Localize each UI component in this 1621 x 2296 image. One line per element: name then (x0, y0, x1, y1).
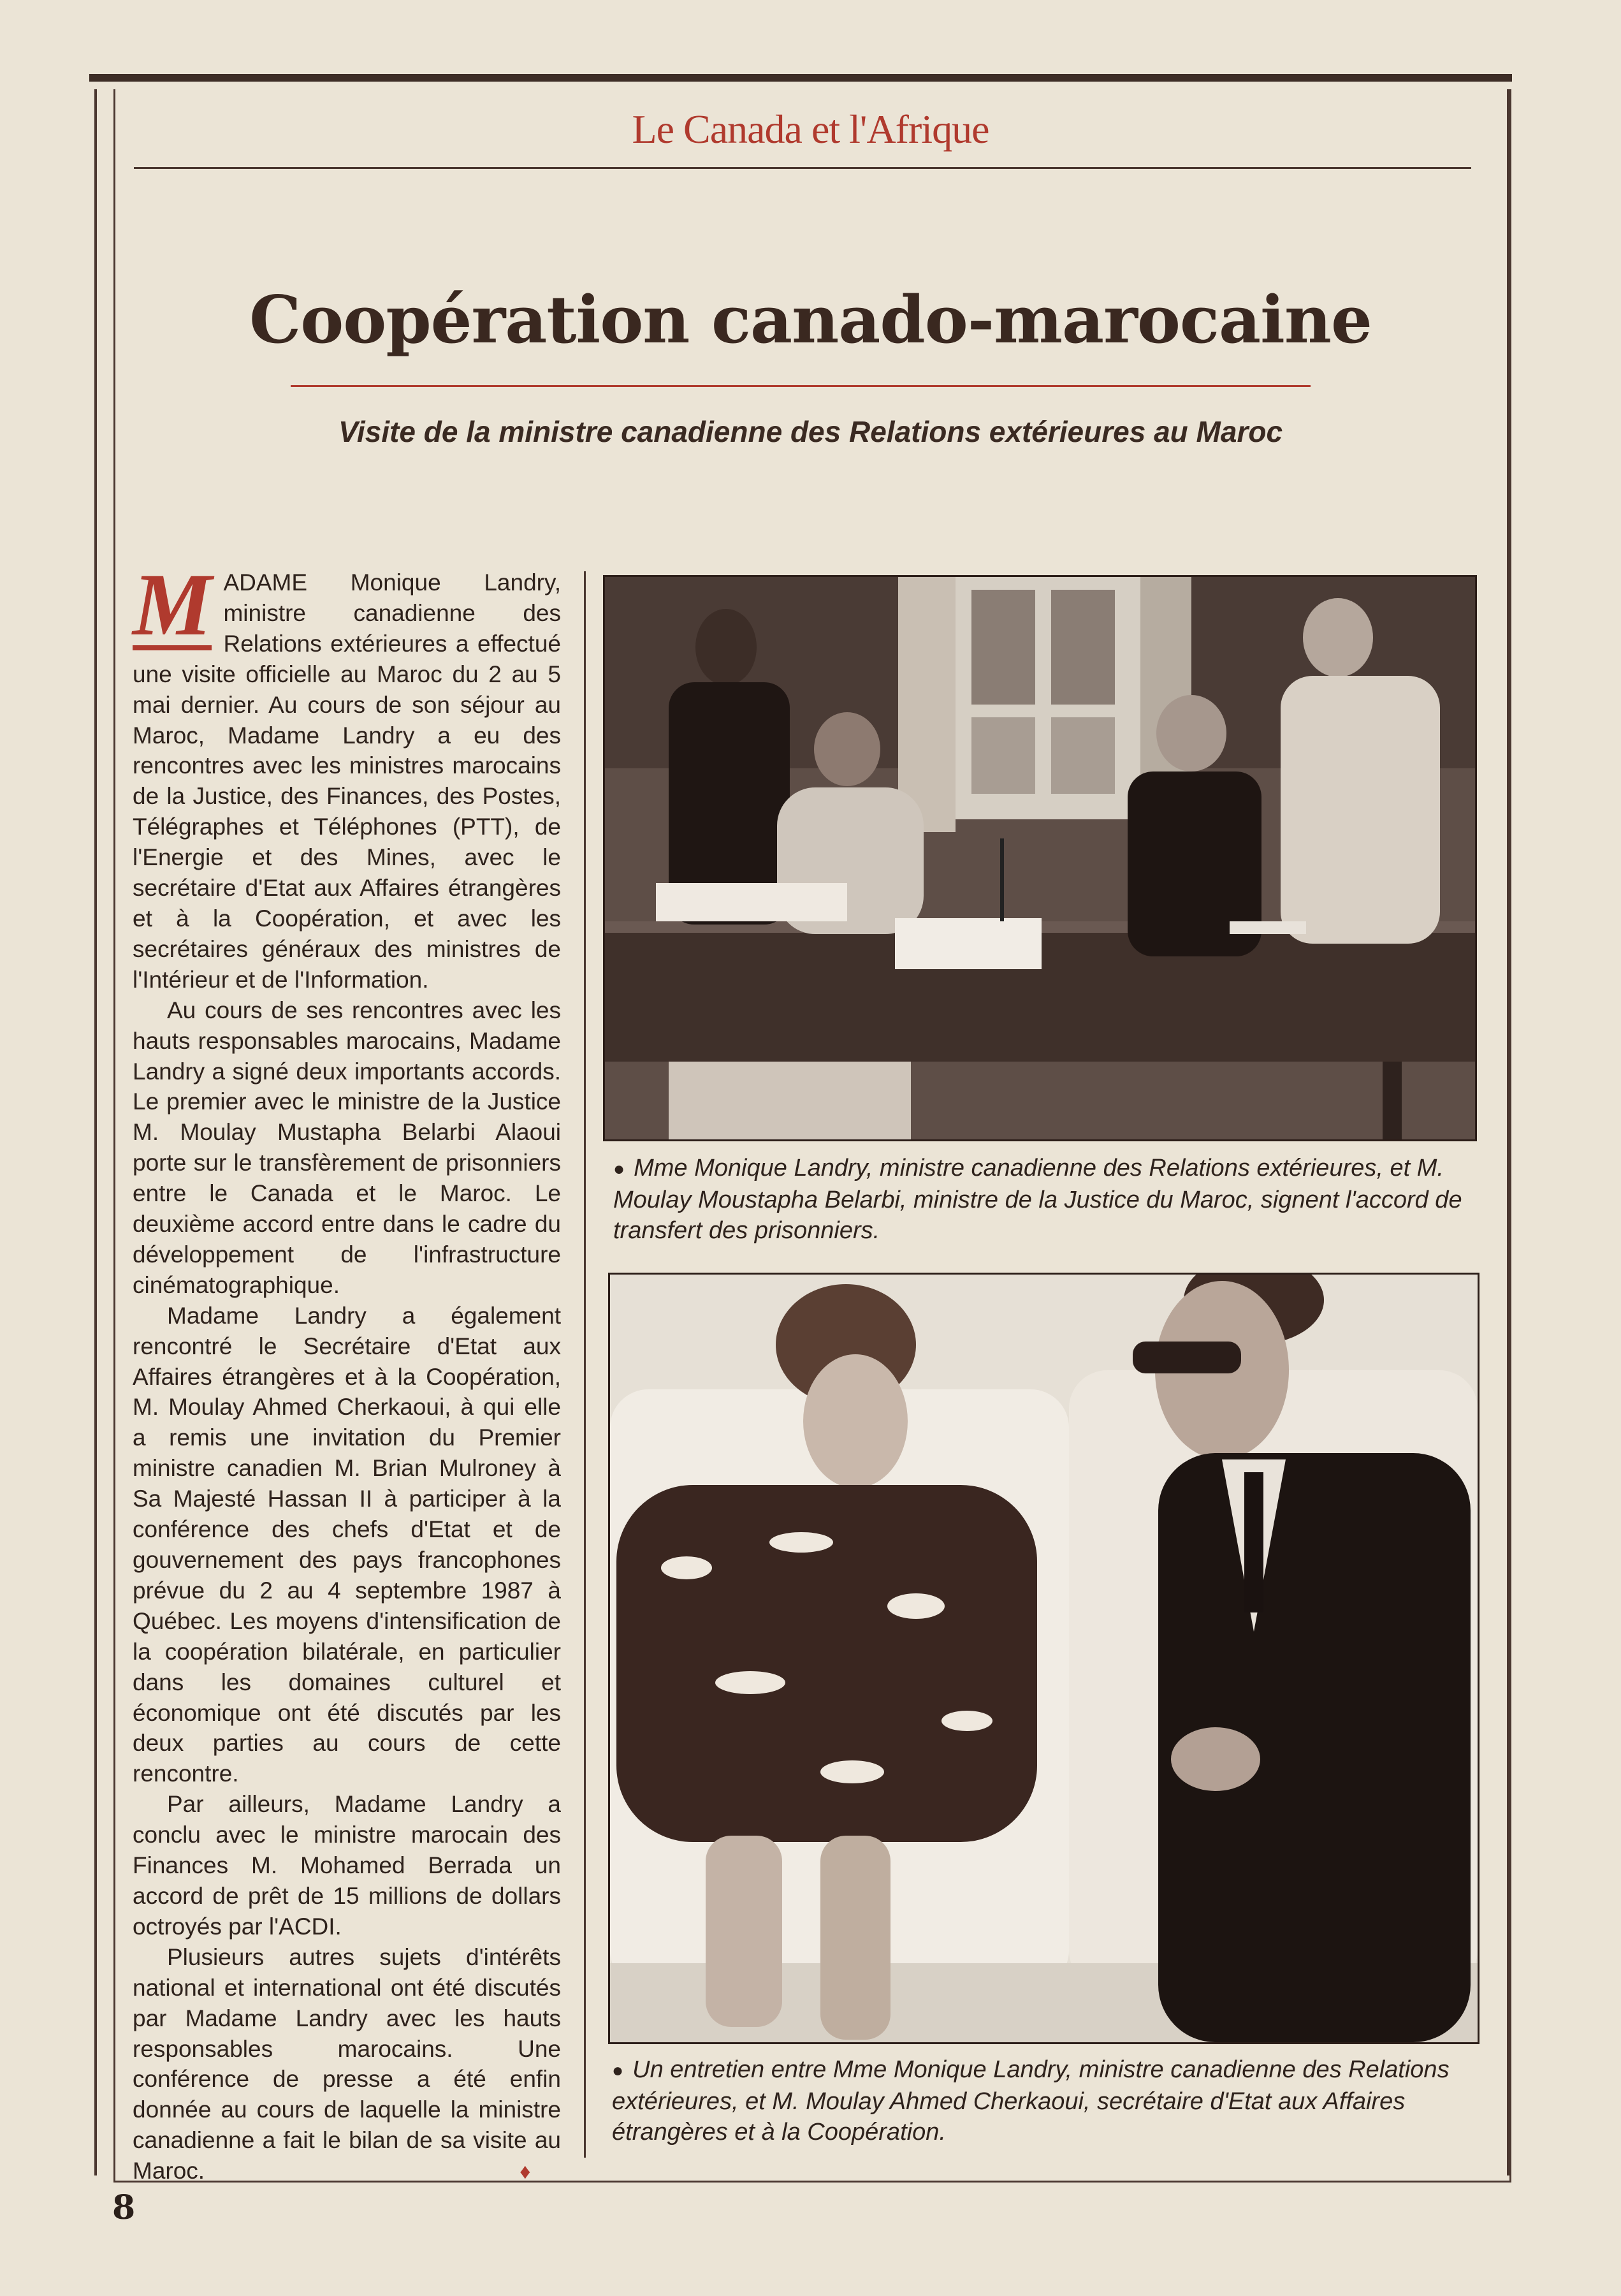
paragraph-text: ADAME Monique Landry, ministre canadienne des Relations extérieures a effectué une visite officielle au Maroc du 2 au 5 mai dernier. Au cours de son séjour au Maroc, Madame Landry a eu des rencontres avec les ministres marocains de la Justice, des Finances, des Postes, Télégraphes et Téléphones (PTT), de l'Energie et des Mines, avec le secrétaire d'Etat aux Affaires étrangères et à la Coopération, et avec les secrétaires généraux des ministres de l'Intérieur et de l'Information. (133, 569, 561, 993)
paragraph-text: Plusieurs autres sujets d'intérêts national et international ont été discutés par Madame Landry avec les hauts responsables marocains. Une conférence de presse a été enfin donnée au cours de laquelle la ministre canadienne a fait le bilan de sa visite au Maroc. (133, 1943, 561, 2184)
paragraph-1 (133, 555, 561, 995)
photo-meeting-illustration (610, 1275, 1478, 2042)
photo-signing-agreement (603, 575, 1477, 1141)
paragraph-3: Madame Landry a également rencontré le Secrétaire d'Etat aux Affaires étrangères et à la Coopération, M. Moulay Ahmed Cherkaoui, à qui elle a remis une invitation du Premier ministre canadien M. Brian Mulroney à Sa Majesté Hassan II à participer à la conférence des chefs d'Etat et de gouvernement des pays francophones prévue du 2 au 4 septembre 1987 à Québec. Les moyens d'intensification de la coopération bilatérale, en particulier dans les domaines culturel et économique ont été discutés par les deux parties au cours de cette rencontre. (133, 1302, 561, 1787)
photo-signing-illustration (605, 577, 1475, 1139)
section-header: Le Canada et l'Afrique (632, 106, 989, 152)
caption-text: Mme Monique Landry, ministre canadienne des Relations extérieures, et M. Moulay Moustapha Belarbi, ministre de la Justice du Maroc, signent l'accord de transfert des prisonniers. (613, 1155, 1462, 1244)
photo-caption-2 (612, 2054, 1498, 2147)
caption-text: Un entretien entre Mme Monique Landry, ministre canadienne des Relations extérieures, et M. Moulay Ahmed Cherkaoui, secrétaire d'Etat aux Affaires étrangères et à la Coopération. (612, 2056, 1450, 2146)
page-number: 8 (112, 2188, 136, 2227)
dropcap-letter: M (133, 555, 212, 654)
bullet-icon: ● (613, 1158, 625, 1180)
title-rule (291, 385, 1311, 387)
paragraph-2: Au cours de ses rencontres avec les hauts responsables marocains, Madame Landry a signé deux importants accords. Le premier avec le ministre de la Justice M. Moulay Mustapha Belarbi Alaoui porte sur le transfèrement de prisonniers entre le Canada et le Maroc. Le deuxième accord entre dans le cadre du développement de l'infrastructure cinématographique. (133, 997, 561, 1298)
end-of-article-icon: ♦ (520, 2160, 531, 2184)
bullet-icon: ● (612, 2059, 624, 2081)
paragraph-4: Par ailleurs, Madame Landry a conclu avec le ministre marocain des Finances M. Mohamed Berrada un accord de prêt de 15 millions de dollars octroyés par l'ACDI. (133, 1791, 561, 1940)
top-border-bar (89, 74, 1512, 82)
photo-meeting (608, 1273, 1479, 2044)
header-rule (134, 167, 1471, 169)
article-title: Coopération canado-marocaine (249, 282, 1372, 358)
column-rule (584, 571, 586, 2158)
article-body (133, 555, 561, 2188)
paragraph-5 (133, 1942, 561, 2188)
photo-caption-1 (613, 1153, 1493, 1246)
article-subtitle: Visite de la ministre canadienne des Relations extérieures au Maroc (338, 415, 1283, 448)
